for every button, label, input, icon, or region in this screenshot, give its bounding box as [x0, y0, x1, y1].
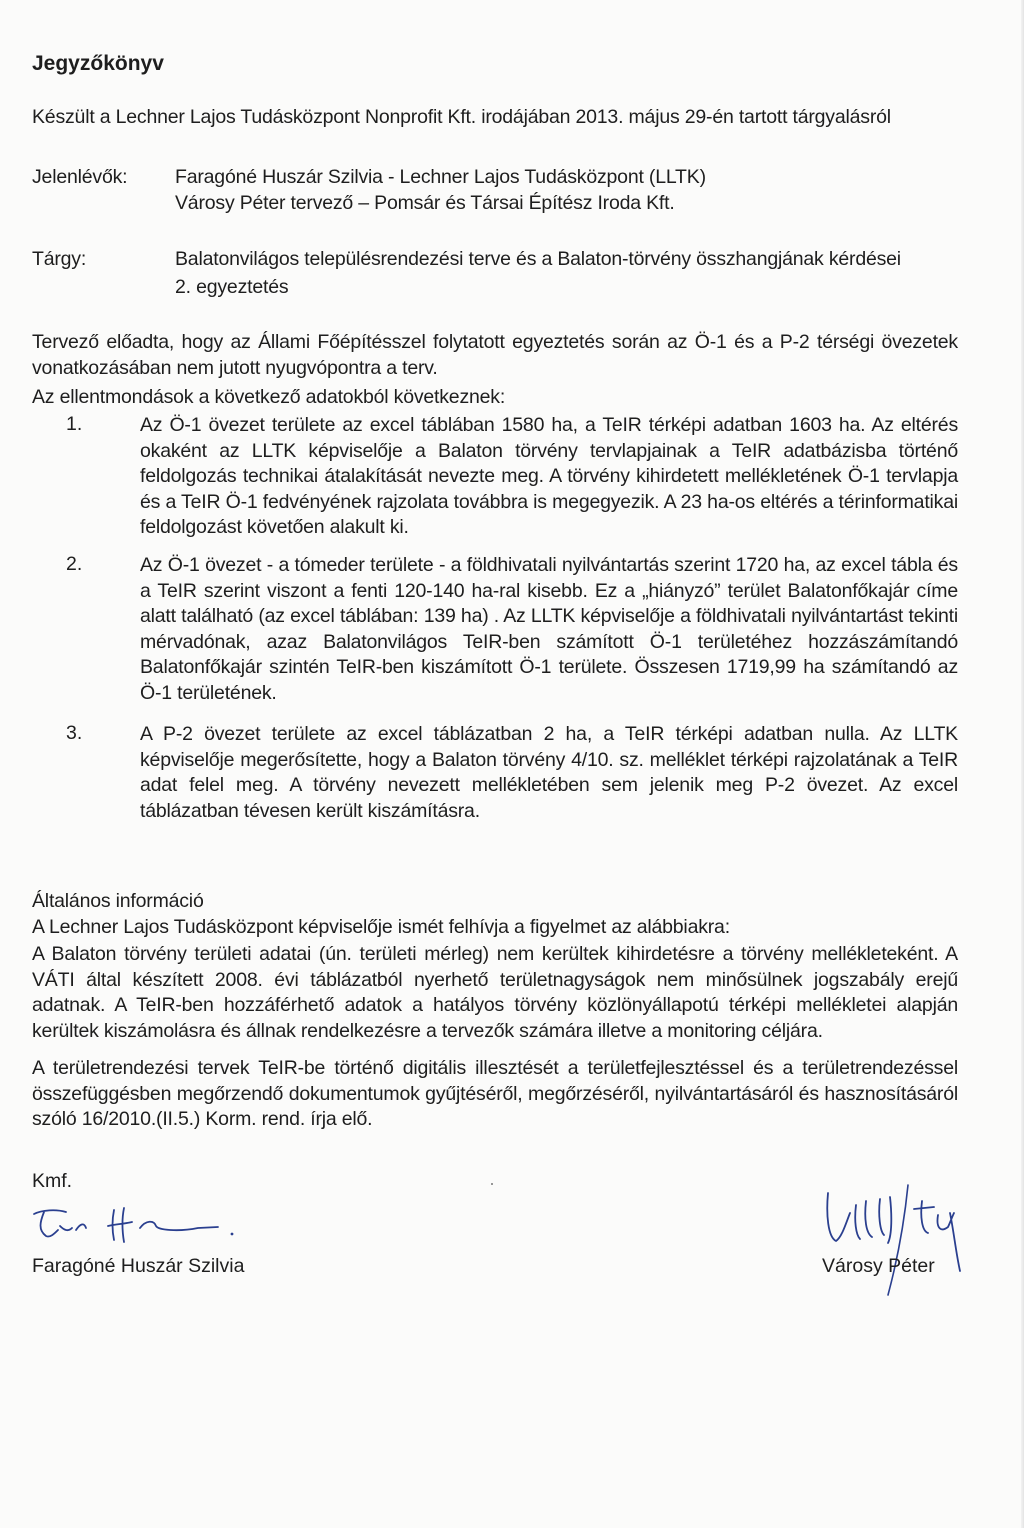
left-signer-name: Faragóné Huszár Szilvia: [32, 1255, 245, 1277]
attendees-label: Jelenlévők:: [32, 166, 128, 188]
general-info-line: A Lechner Lajos Tudásközpont képviselője ismét felhívja a figyelmet az alábbiakra:: [32, 916, 730, 938]
general-info-heading: Általános információ: [32, 890, 204, 912]
right-signer-name: Városy Péter: [822, 1255, 935, 1277]
general-info-paragraph: A Balaton törvény területi adatai (ún. területi mérleg) nem kerültek kihirdetésre a törvény mellékleteként. A VÁTI által készített 2008. évi táblázatból nyerhető területnagyságok nem minősülnek jogszabály erejű adatnak. A TeIR-ben hozzáférhető adatok a hatályos törvény közlönyállapotú térképi mellékletei alapján kerültek kiszámolásra és állnak rendelkezésre a tervezők számára illetve a monitoring céljára.: [32, 943, 958, 1042]
scan-speck: [491, 1183, 493, 1185]
list-item-text: Az Ö-1 övezet - a tómeder területe - a földhivatali nyilvántartás szerint 1720 ha, az excel tábla és a TeIR szerint viszont a fenti 120-140 ha-ral kisebb. Ez a „hiányzó” terület Balatonfőkajár címe alatt található (az excel táblában: 139 ha) . Az LLTK képviselője a földhivatali nyilvántartást tekinti mérvadónak, azaz Balatonvilágos TeIR-ben számított Ö-1 területéhez hozzászámítandó Balatonfőkajár szintén TeIR-ben kiszámított Ö-1 területe. Összesen 1719,99 ha számítandó az Ö-1 területének.: [140, 554, 958, 704]
subject-label: Tárgy:: [32, 248, 87, 270]
right-signature: [810, 1175, 990, 1300]
body-paragraph: Tervező előadta, hogy az Állami Főépítésszel folytatott egyeztetés során az Ö-1 és a P-2 térségi övezetek vonatkozásában nem jutott nyugvópontra a terv.: [32, 331, 958, 379]
subject-line: 2. egyeztetés: [175, 276, 289, 298]
document-title: Jegyzőkönyv: [32, 52, 164, 75]
list-item-number: 1.: [66, 413, 83, 435]
list-item-text: Az Ö-1 övezet területe az excel táblában 1580 ha, a TeIR térképi adatban 1603 ha. Az eltérés okaként az LLTK képviselője a Balaton törvény tervlapjainak a TeIR adatbázisba történő feldolgozás technikai átalakítását nevezte meg. A törvény kihirdetett mellékletének Ö-1 tervlapja és a TeIR Ö-1 fedvényének rajzolata továbbra is megegyezik. A 23 ha-os eltérés a térinformatikai feldolgozást követően alakult ki.: [140, 414, 958, 539]
attendee-line: Városy Péter tervező – Pomsár és Társai Építész Iroda Kft.: [175, 192, 675, 214]
list-intro: Az ellentmondások a következő adatokból következnek:: [32, 386, 506, 408]
general-info-paragraph: A területrendezési tervek TeIR-be történő digitális illesztését a területfejlesztéssel és a területrendezéssel összefüggésben megőrzendő dokumentumok gyűjtéséről, megőrzéséről, nyilvántartásáról és hasznosításáról szóló 16/2010.(II.5.) Korm. rend. írja elő.: [32, 1057, 958, 1131]
subject-line: Balatonvilágos településrendezési terve és a Balaton-törvény összhangjának kérdései: [175, 248, 901, 270]
attendee-line: Faragóné Huszár Szilvia - Lechner Lajos Tudásközpont (LLTK): [175, 166, 706, 188]
intro-line: Készült a Lechner Lajos Tudásközpont Nonprofit Kft. irodájában 2013. május 29-én tartott tárgyalásról: [32, 106, 891, 128]
list-item-number: 2.: [66, 553, 83, 575]
closing-text: Kmf.: [32, 1170, 73, 1192]
list-item-text: A P-2 övezet területe az excel táblázatban 2 ha, a TeIR térképi adatban nulla. Az LLTK képviselője megerősítette, hogy a Balaton törvény 4/10. sz. melléklet térképi rajzolatának a TeIR adat felel meg. A törvény nevezett mellékletében sem jelenik meg P-2 övezet. Az excel táblázatban tévesen került kiszámításra.: [140, 723, 958, 822]
left-signature: [28, 1200, 248, 1250]
list-item-number: 3.: [66, 722, 83, 744]
